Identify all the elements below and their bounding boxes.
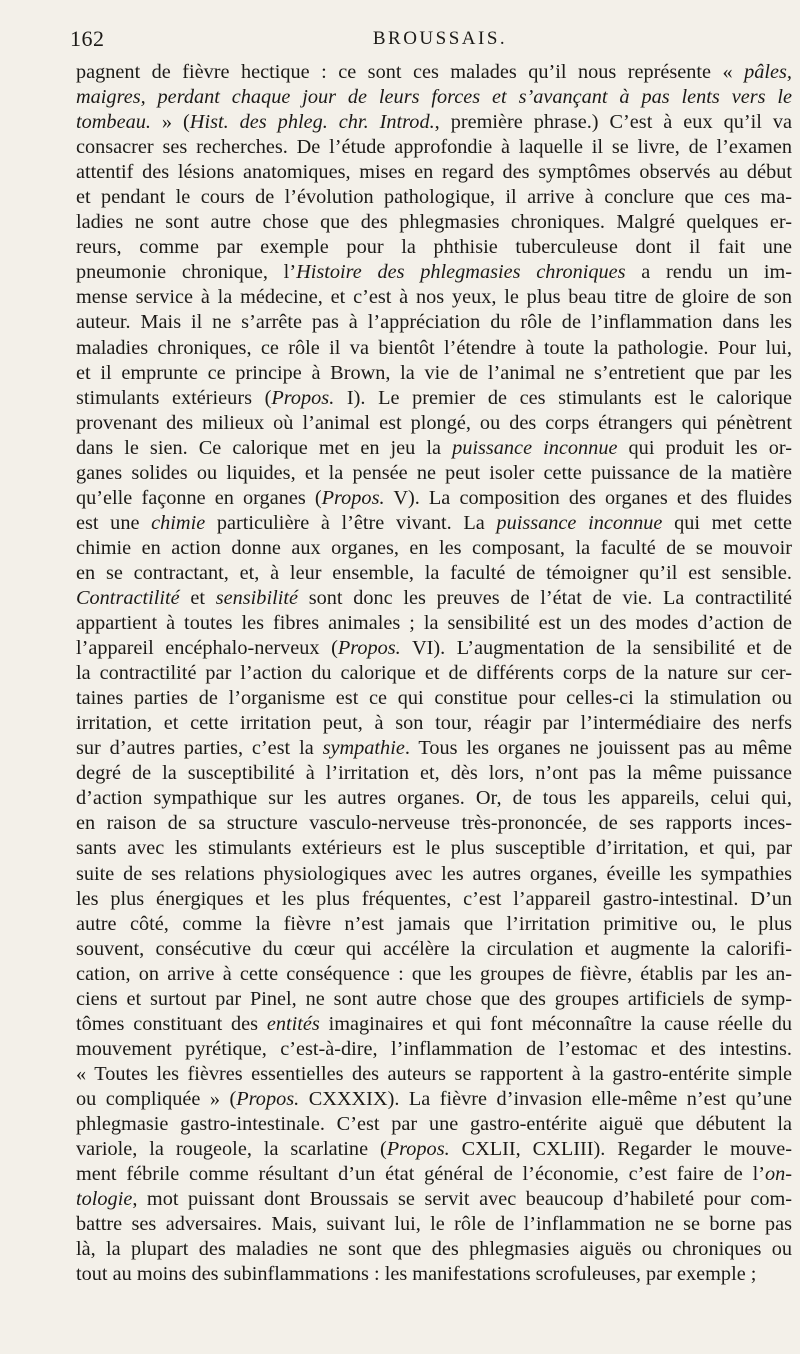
text-run: ladies ne sont autre chose que des phlegmasies chroniques. Malgré quelques er- bbox=[76, 211, 792, 234]
text-run: imaginaires et qui font méconnaître la cause réelle du bbox=[319, 1012, 792, 1035]
text-line bbox=[76, 1112, 792, 1137]
text-line bbox=[76, 1212, 792, 1237]
text-run: maladies chroniques, ce rôle il va bientôt l’étendre à toute la pathologie. Pour lui, bbox=[76, 336, 792, 359]
text-line bbox=[76, 686, 792, 711]
text-line bbox=[76, 85, 792, 110]
text-run: sants avec les stimulants extérieurs est le plus susceptible d’irritation, et qui, par bbox=[76, 837, 792, 860]
text-run: . Tous les organes ne jouissent pas au même bbox=[404, 737, 792, 760]
text-line bbox=[76, 511, 792, 536]
italic-text: sensibilité bbox=[215, 586, 298, 609]
text-line bbox=[76, 336, 792, 361]
text-run: irritation, et cette irritation peut, à son tour, réagir par l’intermédiaire des nerfs bbox=[76, 712, 792, 735]
text-line bbox=[76, 1137, 792, 1162]
italic-text: pâles, bbox=[744, 61, 792, 83]
text-run: autre côté, comme la fièvre n’est jamais que l’irritation primitive ou, le plus bbox=[76, 912, 792, 935]
text-line bbox=[76, 937, 792, 962]
text-run: et pendant le cours de l’évolution pathologique, il arrive à conclure que ces ma- bbox=[76, 186, 792, 209]
text-line bbox=[76, 110, 792, 135]
text-run: V). La composition des organes et des fluides bbox=[384, 486, 792, 509]
text-line bbox=[76, 210, 792, 235]
text-run: pagnent de fièvre hectique : ce sont ces malades qu’il nous représente « bbox=[76, 61, 745, 83]
text-line bbox=[76, 1012, 792, 1037]
text-run: particulière à l’être vivant. La bbox=[205, 511, 497, 534]
text-run: en raison de sa structure vasculo-nerveuse très-prononcée, de ses rapports inces- bbox=[76, 812, 792, 835]
text-run: » ( bbox=[150, 111, 190, 134]
italic-text: Propos. bbox=[337, 637, 401, 660]
text-run: là, la plupart des maladies ne sont que des phlegmasies aiguës ou chroniques ou bbox=[76, 1238, 792, 1261]
italic-text: chimie bbox=[151, 511, 206, 534]
text-run: cation, on arrive à cette conséquence : que les groupes de fièvre, établis par les an- bbox=[76, 962, 792, 985]
italic-text: Contractilité bbox=[76, 586, 180, 609]
text-run: ganes solides ou liquides, et la pensée ne peut isoler cette puissance de la matière bbox=[76, 461, 792, 484]
body-text bbox=[76, 60, 792, 1287]
text-run: tout au moins des subinflammations : les manifestations scrofuleuses, par exemple ; bbox=[76, 1263, 757, 1286]
text-run: , mot puissant dont Broussais se servit avec beaucoup d’habileté pour com- bbox=[132, 1188, 792, 1211]
text-run: a rendu un im- bbox=[625, 261, 792, 284]
text-line bbox=[76, 912, 792, 937]
text-line bbox=[76, 310, 792, 335]
italic-text: on- bbox=[764, 1163, 792, 1186]
text-run: ment fébrile comme résultant d’un état général de l’économie, c’est faire de l’ bbox=[76, 1163, 765, 1186]
text-run: appartient à toutes les fibres animales ; la sensibilité est un des modes d’action de bbox=[76, 612, 792, 635]
text-run: en se contractant, et, à leur ensemble, la faculté de témoigner qu’il est sensible. bbox=[76, 561, 792, 584]
text-run: « Toutes les fièvres essentielles des auteurs se rapportent à la gastro-entérite simple bbox=[76, 1062, 792, 1085]
text-run: chimie en action donne aux organes, en les composant, la faculté de se mouvoir bbox=[76, 536, 792, 559]
text-run: reurs, comme par exemple pour la phthisie tuberculeuse dont il fait une bbox=[76, 236, 792, 259]
text-line bbox=[76, 536, 792, 561]
text-line bbox=[76, 761, 792, 786]
text-line bbox=[76, 1037, 792, 1062]
text-run: mense service à la médecine, et c’est à nos yeux, le plus beau titre de gloire de son bbox=[76, 286, 792, 309]
italic-text: Propos. bbox=[236, 1087, 300, 1110]
text-line bbox=[76, 260, 792, 285]
text-run: taines parties de l’organisme est ce qui constitue pour celles-ci la stimulation ou bbox=[76, 687, 792, 710]
text-line bbox=[76, 811, 792, 836]
text-run: les plus énergiques et les plus fréquentes, c’est l’appareil gastro-intestinal. D’un bbox=[76, 887, 792, 910]
text-run: consacrer ses recherches. De l’étude approfondie à laquelle il se livre, de l’examen bbox=[76, 136, 792, 159]
text-line bbox=[76, 1162, 792, 1187]
text-run: VI). L’augmentation de la sensibilité et de bbox=[400, 637, 792, 660]
text-line bbox=[76, 586, 792, 611]
text-run: provenant des milieux où l’animal est plongé, ou des corps étrangers qui pénètrent bbox=[76, 411, 792, 434]
text-line bbox=[76, 285, 792, 310]
text-run: dans le sien. Ce calorique met en jeu la bbox=[76, 436, 453, 459]
text-run: , première phrase.) C’est à eux qu’il va bbox=[434, 111, 792, 134]
text-run: qui met cette bbox=[662, 511, 792, 534]
text-run: tômes constituant des bbox=[76, 1012, 267, 1035]
text-run: variole, la rougeole, la scarlatine ( bbox=[76, 1138, 387, 1161]
text-run: et bbox=[179, 586, 216, 609]
text-line bbox=[76, 1087, 792, 1112]
text-line bbox=[76, 461, 792, 486]
text-run: degré de la susceptibilité à l’irritation et, dès lors, n’ont pas la même puissance bbox=[76, 762, 792, 785]
text-line bbox=[76, 661, 792, 686]
text-line bbox=[76, 235, 792, 260]
text-line bbox=[76, 836, 792, 861]
text-run: qu’elle façonne en organes ( bbox=[76, 486, 322, 509]
text-line bbox=[76, 361, 792, 386]
running-head: BROUSSAIS. bbox=[372, 28, 508, 49]
text-run: CXXXIX). La fièvre d’invasion elle-même n’est qu’une bbox=[299, 1087, 792, 1110]
text-run: ou compliquée » ( bbox=[76, 1087, 237, 1110]
italic-text: maigres, perdant chaque jour de leurs forces et s’avançant à pas lents vers le bbox=[76, 86, 792, 109]
text-line bbox=[76, 611, 792, 636]
text-line bbox=[76, 987, 792, 1012]
text-line bbox=[76, 711, 792, 736]
text-run: souvent, consécutive du cœur qui accélère la circulation et augmente la calorifi- bbox=[76, 937, 792, 960]
text-line bbox=[76, 1237, 792, 1262]
text-line bbox=[76, 1262, 792, 1287]
text-run: suite de ses relations physiologiques avec les autres organes, éveille les sympathies bbox=[76, 862, 792, 885]
text-run: battre ses adversaires. Mais, suivant lui, le rôle de l’inflammation ne se borne pas bbox=[76, 1213, 792, 1236]
text-line bbox=[76, 887, 792, 912]
text-run: sur d’autres parties, c’est la bbox=[76, 737, 323, 760]
text-run: I). Le premier de ces stimulants est le calorique bbox=[334, 386, 792, 409]
text-line bbox=[76, 160, 792, 185]
text-run: phlegmasie gastro-intestinale. C’est par une gastro-entérite aiguë que débutent la bbox=[76, 1112, 792, 1135]
italic-text: entités bbox=[266, 1012, 320, 1035]
text-line bbox=[76, 636, 792, 661]
page-header bbox=[70, 26, 770, 56]
text-line bbox=[76, 736, 792, 761]
text-run: qui produit les or- bbox=[617, 436, 792, 459]
text-run: et il emprunte ce principe à Brown, la vie de l’animal ne s’entretient que par les bbox=[76, 361, 792, 384]
italic-text: Histoire des phlegmasies chroniques bbox=[296, 261, 626, 284]
text-line bbox=[76, 135, 792, 160]
text-run: l’appareil encéphalo-nerveux ( bbox=[76, 637, 338, 660]
text-run: ciens et surtout par Pinel, ne sont autre chose que des groupes artificiels de symp- bbox=[76, 987, 792, 1010]
text-line bbox=[76, 862, 792, 887]
text-line bbox=[76, 486, 792, 511]
italic-text: tombeau. bbox=[76, 111, 151, 134]
italic-text: tologie bbox=[76, 1188, 133, 1211]
text-run: d’action sympathique sur les autres organes. Or, de tous les appareils, celui qui, bbox=[76, 787, 792, 810]
text-line bbox=[76, 1187, 792, 1212]
text-run: attentif des lésions anatomiques, mises en regard des symptômes observés au début bbox=[76, 161, 792, 184]
text-run: auteur. Mais il ne s’arrête pas à l’appréciation du rôle de l’inflammation dans les bbox=[76, 311, 792, 334]
text-line bbox=[76, 962, 792, 987]
text-run: sont donc les preuves de l’état de vie. La contractilité bbox=[297, 586, 792, 609]
italic-text: puissance inconnue bbox=[452, 436, 618, 459]
italic-text: Propos. bbox=[321, 486, 385, 509]
text-line bbox=[76, 411, 792, 436]
text-run: est une bbox=[76, 511, 152, 534]
text-line bbox=[76, 185, 792, 210]
text-run: mouvement pyrétique, c’est-à-dire, l’inflammation de l’estomac et des intestins. bbox=[76, 1037, 792, 1060]
italic-text: Propos. bbox=[271, 386, 335, 409]
text-run: pneumonie chronique, l’ bbox=[76, 261, 297, 284]
italic-text: Propos. bbox=[386, 1138, 450, 1161]
text-run: stimulants extérieurs ( bbox=[76, 386, 272, 409]
page-number: 162 bbox=[70, 26, 105, 51]
text-line bbox=[76, 386, 792, 411]
text-run: la contractilité par l’action du calorique et de différents corps de la nature sur cer- bbox=[76, 662, 792, 685]
text-line bbox=[76, 60, 792, 85]
italic-text: sympathie bbox=[322, 737, 405, 760]
text-run: CXLII, CXLIII). Regarder le mouve- bbox=[449, 1138, 792, 1161]
italic-text: Hist. des phleg. chr. Introd. bbox=[189, 111, 435, 134]
italic-text: puissance inconnue bbox=[496, 511, 663, 534]
text-line bbox=[76, 436, 792, 461]
text-line bbox=[76, 786, 792, 811]
text-line bbox=[76, 561, 792, 586]
text-line bbox=[76, 1062, 792, 1087]
